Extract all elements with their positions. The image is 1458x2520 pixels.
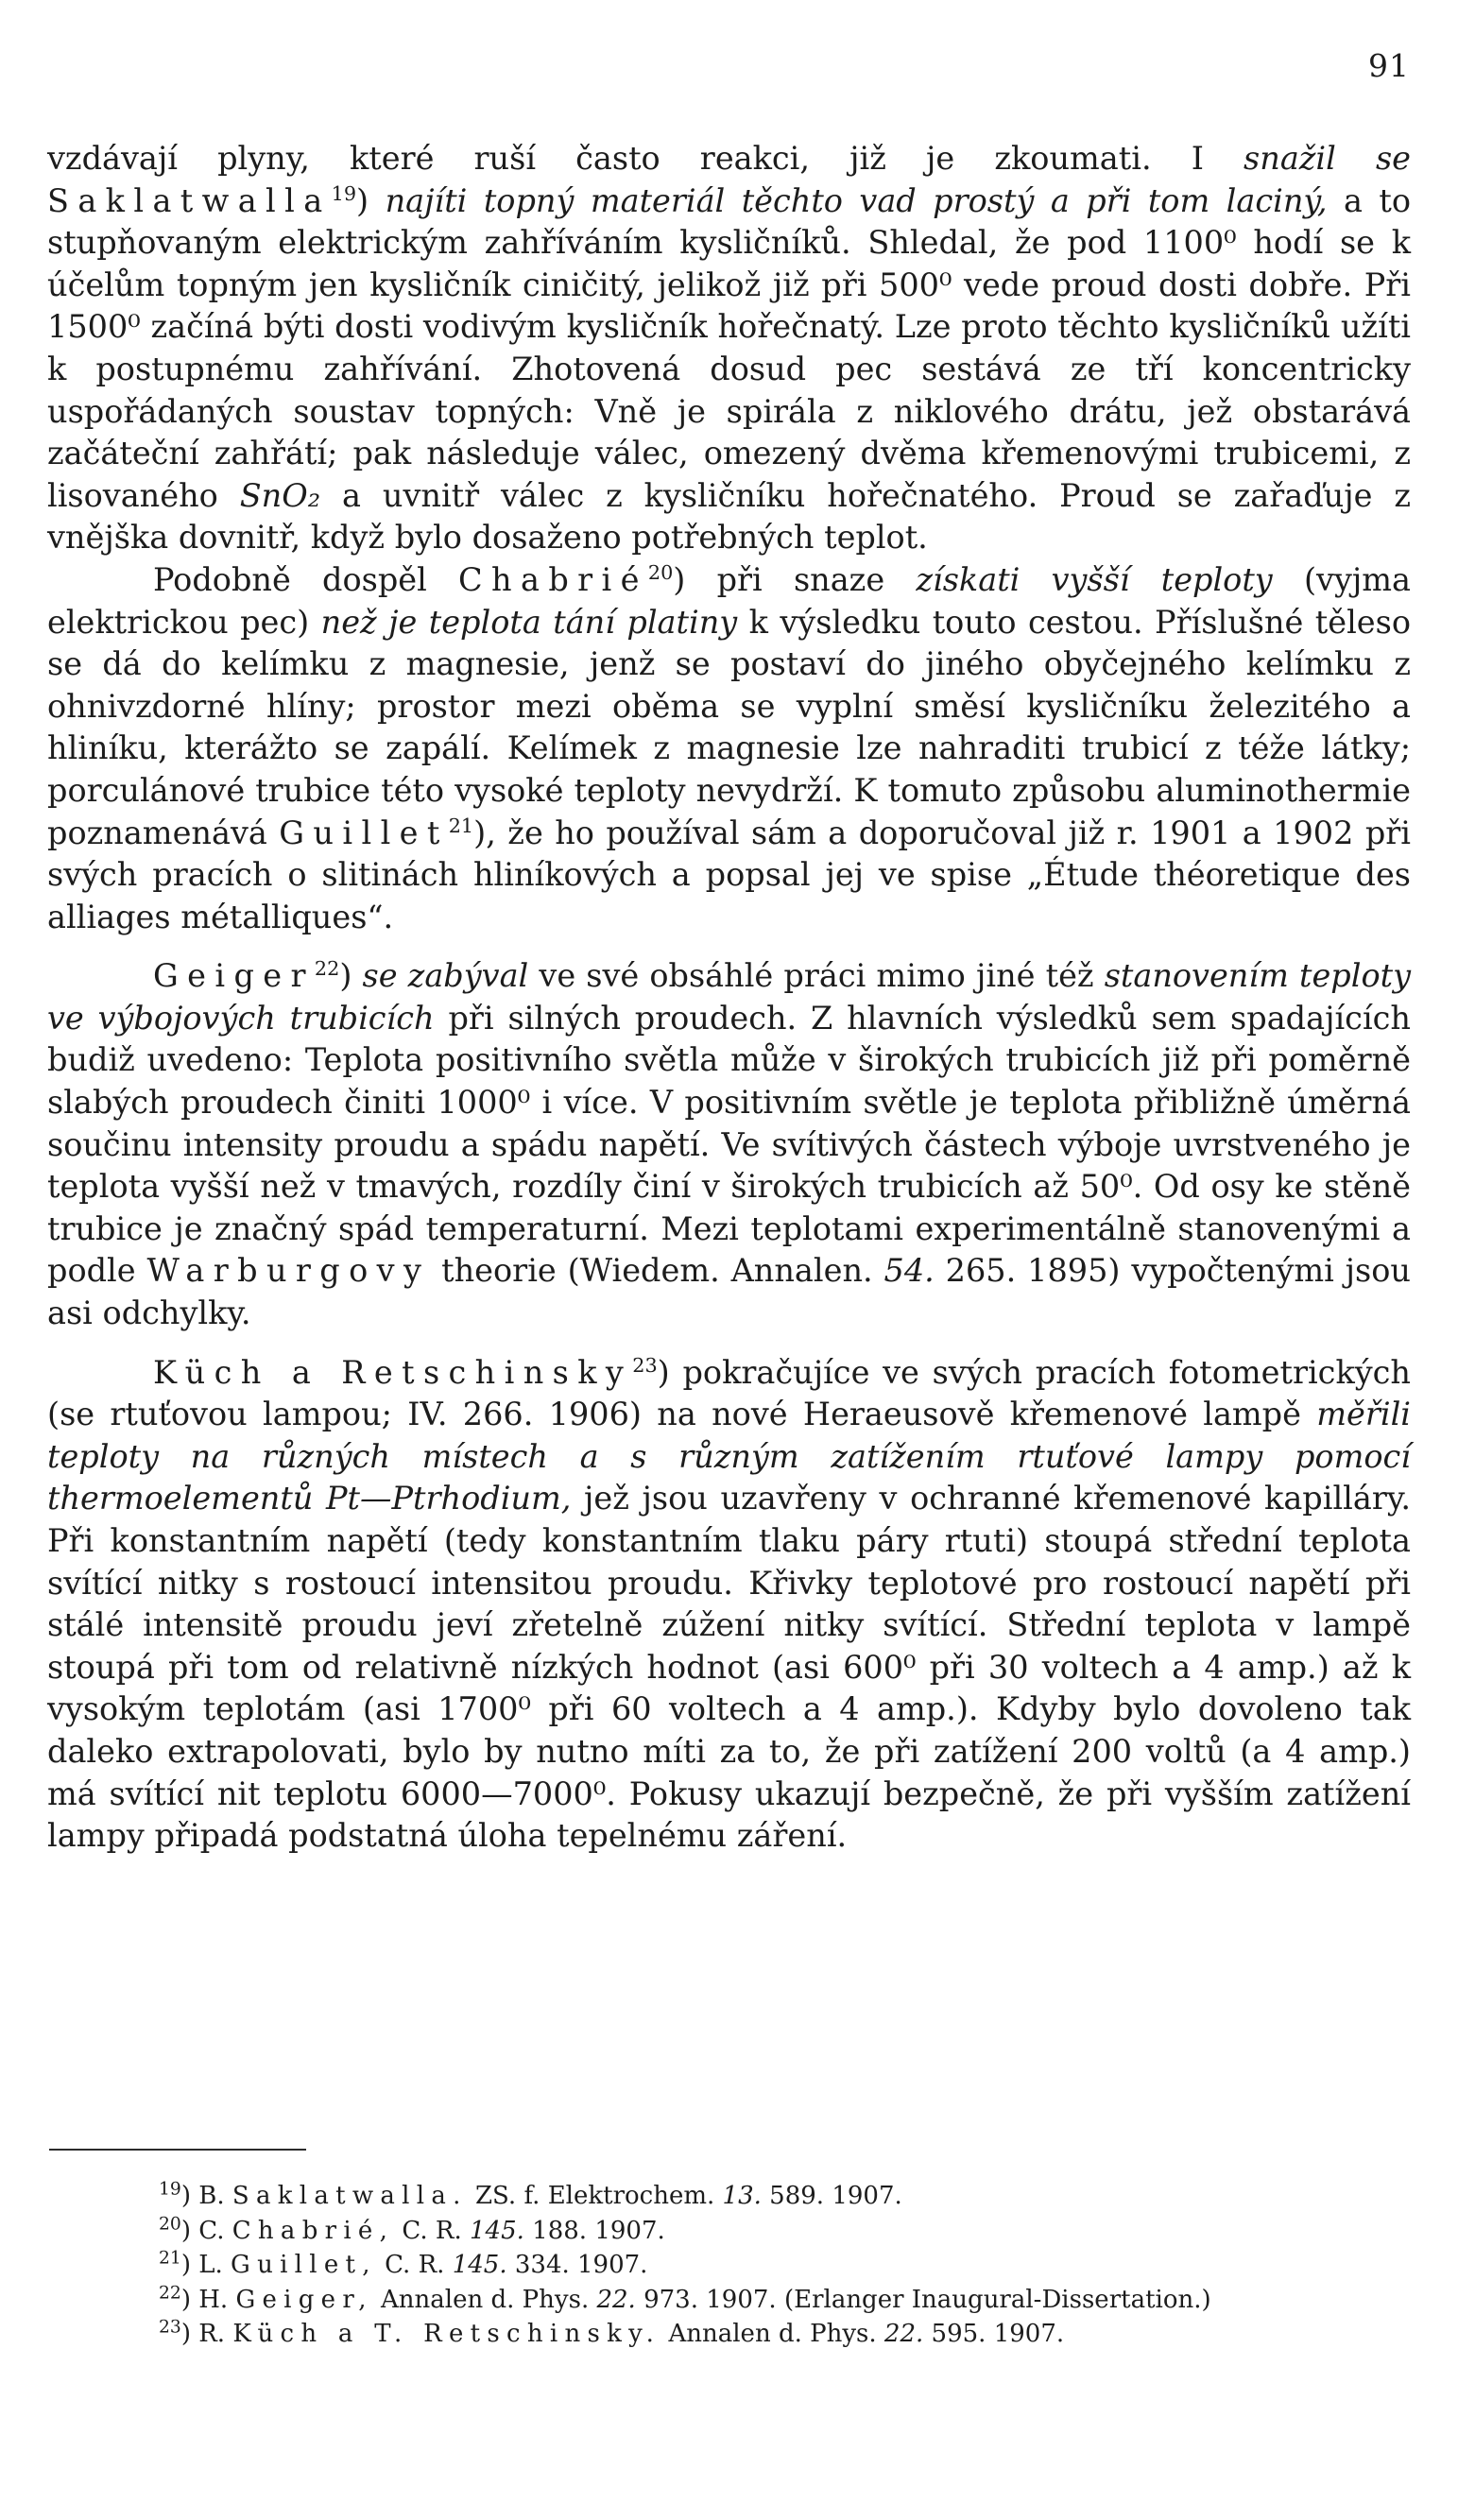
author-name: Saklatwalla. [232,2182,468,2210]
emphasis-text: se zabýval [362,957,529,995]
footnotes [47,2179,1408,2352]
volume-number: 145. [452,2251,507,2279]
emphasis-text: získati vyšší teploty [916,560,1273,598]
author-name: Küch a T. Retschinsky. [232,2320,661,2348]
emphasis-text: najíti topný materiál těchto vad prostý a při tom laciný, [385,181,1328,219]
author-name: Saklatwalla [47,181,332,219]
footnote-ref: 23 [632,1353,658,1377]
footnote: $^{23}$) R. Küch a T. Retschinsky. Annalen d. Phys. 22. 595. 1907. [159,2317,1065,2348]
footnote-divider [49,2149,306,2151]
volume-number: 145. [470,2216,524,2245]
chemical-formula: SnO₂ [239,476,321,514]
author-name: Guillet [279,814,449,851]
author-name: Küch a Retschinsky [153,1353,633,1391]
page-number: 91 [1368,47,1410,84]
footnote-ref: 21 [448,814,474,837]
footnote: $^{19}$) B. Saklatwalla. ZS. f. Elektrochem. 13. 589. 1907. [159,2179,902,2210]
paragraph-kuch: Küch a Retschinsky$^{23}$) pokračujíce ve svých pracích fotometrických (se rtuťovou lampou; IV. 266. 1906) na nové Heraeusově křemenové lampě měřili teploty na různých místech a s různým zatížením rtuťové lampy pomocí thermoelementů Pt—Ptrhodium, jež jsou uzavřeny v ochranné křemenové kapilláry. Při konstantním napětí (tedy konstantním tlaku páry rtuti) stoupá střední teplota svítící nitky s rostoucí intensitou proudu. Křivky teplotové pro rostoucí napětí při stálé intensitě proudu jeví zřetelně zúžení nitky svítící. Střední teplota v lampě stoupá při tom od relativně nízkých hodnot (asi 600⁰ při 30 voltech a 4 amp.) až k vysokým teplotám (asi 1700⁰ při 60 voltech a 4 amp.). Kdyby bylo dovoleno tak daleko extrapolovati, bylo by nutno míti za to, že při zatížení 200 voltů (a 4 amp.) má svítící nit teplotu 6000—7000⁰. Pokusy ukazují bezpečně, že při vyšším zatížení lampy připadá podstatná úloha tepelnému záření. [47,1353,1412,1855]
author-name: Chabrié [458,560,648,598]
author-name: Warburgovy [146,1252,431,1290]
main-text [47,138,1411,1858]
footnote-ref: 22 [314,957,340,981]
emphasis-text: snažil se [1244,140,1411,177]
emphasis-text: stanovením teploty ve výbojových trubicích [47,957,1411,1037]
author-name: Chabrié, [232,2216,395,2245]
paragraph-chabrie: Podobně dospěl Chabrié$^{20}$) při snaze získati vyšší teploty (vyjma elektrickou pec) než je teplota tání platiny k výsledku touto cestou. Příslušné těleso se dá do kelímku z magnesie, jenž se postaví do jiného obyčejného kelímku z ohnivzdorné hlíny; prostor mezi oběma se vyplní směsí kysličníku železitého a hliníku, kterážto se zapálí. Kelímek z magnesie lze nahraditi trubicí z téže látky; porculánové trubice této vysoké teploty nevydrží. K tomuto způsobu aluminothermie poznamenává Guillet$^{21}$), že ho používal sám a doporučoval již r. 1901 a 1902 při svých pracích o slitinách hliníkových a popsal jej ve spise „Étude théoretique des alliages métalliques“. [47,560,1411,935]
footnote: $^{20}$) C. Chabrié, C. R. 145. 188. 1907. [159,2213,665,2245]
volume-number: 13. [722,2182,762,2210]
paragraph-saklatwalla: vzdávají plyny, které ruší často reakci, již je zkoumati. I snažil se Saklatwalla$^{19}$) najíti topný materiál těchto vad prostý a při tom laciný, a to stupňovaným elektrickým zahříváním kysličníků. Shledal, že pod 1100⁰ hodí se k účelům topným jen kysličník ciničitý, jelikož již při 500⁰ vede proud dosti dobře. Při 1500⁰ začíná býti dosti vodivým kysličník hořečnatý. Lze proto těchto kysličníků užíti k postupnému zahřívání. Zhotovená dosud pec sestává ze tří koncentricky uspořádaných soustav topných: Vně je spirála z niklového drátu, jež obstarává začáteční zahřátí; pak následuje válec, omezený dvěma křemenovými trubicemi, z lisovaného SnO₂ a uvnitř válec z kysličníku hořečnatého. Proud se zařaďuje z vnějška dovnitř, když bylo dosaženo potřebných teplot. [47,140,1412,557]
paragraph-geiger: Geiger$^{22}$) se zabýval ve své obsáhlé práci mimo jiné též stanovením teploty ve výbojových trubicích při silných proudech. Z hlavních výsledků sem spadajících budiž uvedeno: Teplota positivního světla může v širokých trubicích již při poměrně slabých proudech činiti 1000⁰ i více. V positivním světle je teplota přibližně úměrná součinu intensity proudu a spádu napětí. Ve svítivých částech výboje uvrstveného je teplota vyšší než v tmavých, rozdíly činí v širokých trubicích až 50⁰. Od osy ke stěně trubice je značný spád temperaturní. Mezi teplotami experimentálně stanovenými a podle Warburgovy theorie (Wiedem. Annalen. 54. 265. 1895) vypočtenými jsou asi odchylky. [47,957,1411,1332]
emphasis-text: než je teplota tání platiny [320,603,738,641]
author-name: Geiger [153,957,315,995]
footnote: $^{22}$) H. Geiger, Annalen d. Phys. 22. 973. 1907. (Erlanger Inaugural-Dissertation.) [159,2282,1211,2314]
author-name: Geiger, [235,2285,373,2314]
footnote-ref: 20 [647,560,674,584]
volume-number: 54. [883,1252,935,1290]
emphasis-text: měřili teploty na různých místech a s různým zatížením rtuťové lampy pomocí thermoelementů Pt—Ptrhodium, [47,1396,1411,1517]
author-name: Guillet, [231,2251,377,2279]
volume-number: 22. [596,2285,636,2314]
footnote: $^{21}$) L. Guillet, C. R. 145. 334. 1907. [159,2248,648,2279]
footnote-ref: 19 [331,181,357,205]
volume-number: 22. [883,2320,924,2348]
